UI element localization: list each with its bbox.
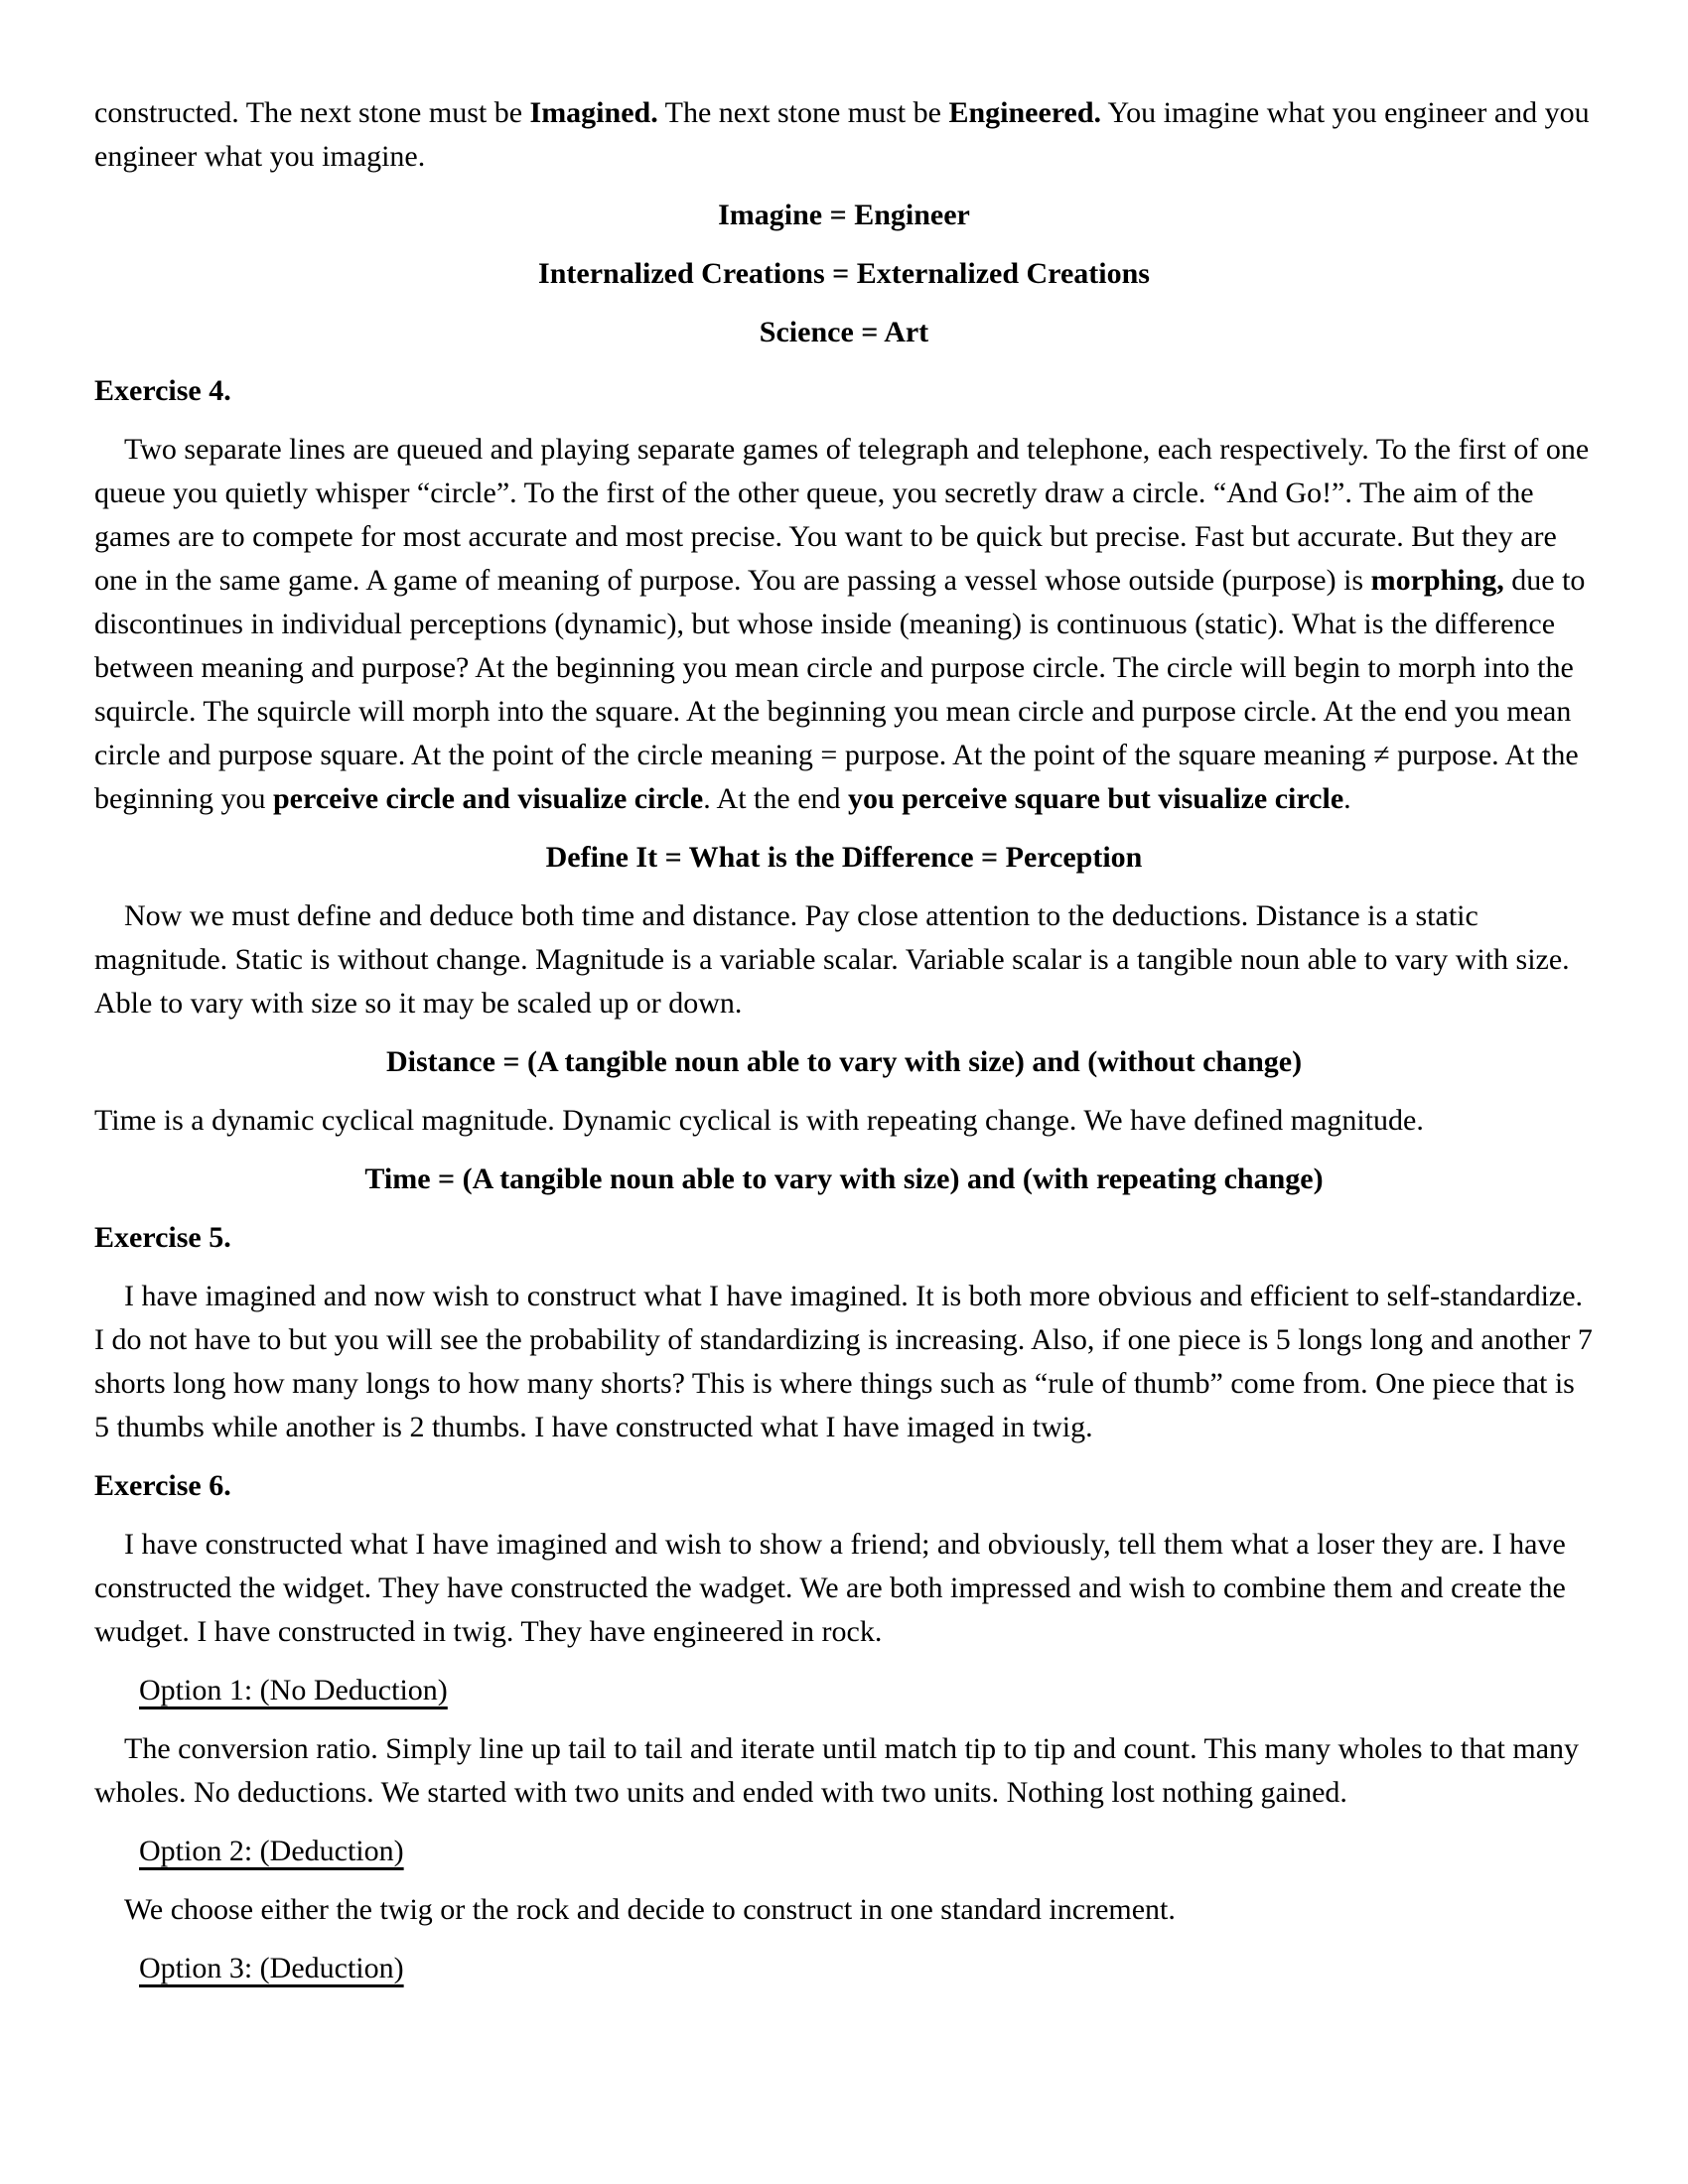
text-run: .: [1343, 782, 1351, 815]
exercise-5-paragraph: I have imagined and now wish to construct what I have imagined. It is both more obvious and efficient to self-standardize. I do not have to but you will see the probability of standardizing is increasing. Also, if one piece is 5 longs long and another 7 shorts long how many longs to how many shorts? This is where things such as “rule of thumb” come from. One piece that is 5 thumbs while another is 2 thumbs. I have constructed what I have imaged in twig.: [94, 1280, 1593, 1443]
equation-time-definition: Time = (A tangible noun able to vary with size) and (with repeating change): [364, 1162, 1324, 1195]
option-1-heading: Option 1: (No Deduction): [139, 1674, 448, 1706]
equation-internalized-externalized: Internalized Creations = Externalized Creations: [538, 257, 1150, 290]
equation-distance-definition: Distance = (A tangible noun able to vary with size) and (without change): [385, 1045, 1303, 1078]
equation-imagine-engineer: Imagine = Engineer: [718, 199, 970, 231]
option-3-heading: Option 3: (Deduction): [139, 1952, 404, 1984]
text-run-bold: Imagined.: [529, 96, 658, 129]
option-3-heading-wrap: [94, 1947, 1594, 1990]
text-run: Two separate lines are queued and playing separate games of telegraph and telephone, each respectively. To the first of one queue you quietly whisper “circle”. To the first of the other queue, you secretly draw a circle. “And Go!”. The aim of the games are to compete for most accurate and most precise. You want to be quick but precise. Fast but accurate. But they are one in the same game. A game of meaning of purpose. You are passing a vessel whose outside (purpose) is: [94, 433, 1590, 597]
option-2-paragraph: We choose either the twig or the rock and decide to construct in one standard increment.: [124, 1893, 1176, 1926]
option-2-heading: Option 2: (Deduction): [139, 1835, 404, 1867]
equation-science-art: Science = Art: [759, 316, 929, 348]
option-2-heading-wrap: [94, 1830, 1594, 1873]
exercise-4-paragraph: [94, 428, 1594, 821]
exercise-6-paragraph: I have constructed what I have imagined and wish to show a friend; and obviously, tell them what a loser they are. I have constructed the widget. They have constructed the wadget. We are both impressed and wish to combine them and create the wudget. I have constructed in twig. They have engineered in rock.: [94, 1528, 1566, 1648]
intro-paragraph: [94, 91, 1594, 179]
option-1-heading-wrap: [94, 1669, 1594, 1712]
text-run: due to discontinues in individual perceptions (dynamic), but whose inside (meaning) is continuous (static). What is the difference between meaning and purpose? At the beginning you mean circle and purpose circle. The circle will begin to morph into the squircle. The squircle will morph into the square. At the beginning you mean circle and purpose circle. At the end you mean circle and purpose square. At the point of the circle meaning = purpose. At the point of the square meaning ≠ purpose. At the beginning you: [94, 564, 1586, 815]
equation-define-it-perception: Define It = What is the Difference = Perception: [545, 841, 1143, 874]
text-run-bold: morphing,: [1370, 564, 1504, 597]
exercise-6-heading: Exercise 6.: [94, 1469, 231, 1502]
text-run: . At the end: [703, 782, 849, 815]
text-run: constructed. The next stone must be: [94, 96, 530, 129]
text-run: You imagine what you engineer and you engineer what you imagine.: [94, 96, 1590, 173]
text-run: The next stone must be: [657, 96, 949, 129]
text-run-bold: Engineered.: [948, 96, 1102, 129]
time-distance-paragraph: Now we must define and deduce both time and distance. Pay close attention to the deductions. Distance is a static magnitude. Static is without change. Magnitude is a variable scalar. Variable scalar is a tangible noun able to vary with size. Able to vary with size so it may be scaled up or down.: [94, 899, 1570, 1020]
text-run-bold: perceive circle and visualize circle: [273, 782, 704, 815]
time-paragraph: Time is a dynamic cyclical magnitude. Dynamic cyclical is with repeating change. We have defined magnitude.: [94, 1104, 1424, 1137]
exercise-4-heading: Exercise 4.: [94, 374, 231, 407]
option-1-paragraph: The conversion ratio. Simply line up tail to tail and iterate until match tip to tip and count. This many wholes to that many wholes. No deductions. We started with two units and ended with two units. Nothing lost nothing gained.: [94, 1732, 1580, 1809]
text-run-bold: you perceive square but visualize circle: [848, 782, 1344, 815]
exercise-5-heading: Exercise 5.: [94, 1221, 231, 1254]
